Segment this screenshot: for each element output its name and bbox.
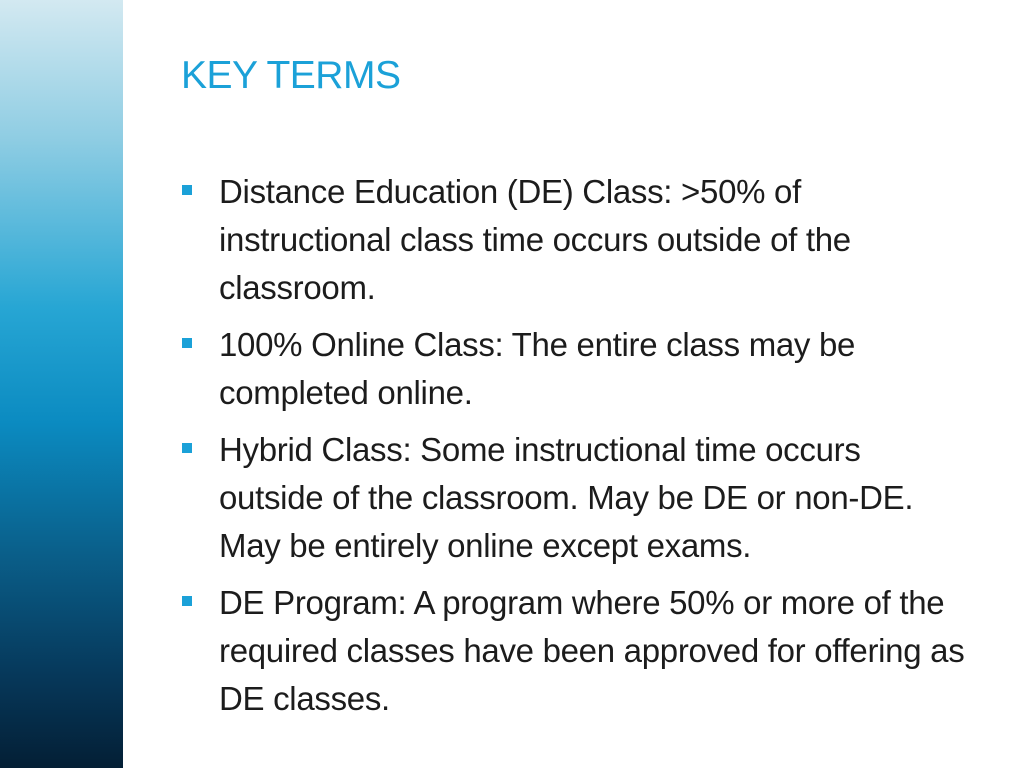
term-text: Distance Education (DE) Class: >50% of instructional class time occurs outside of the classroom. [219,173,851,306]
square-bullet-icon [182,185,192,195]
term-text: 100% Online Class: The entire class may be completed online. [219,326,856,411]
term-de-program [181,579,971,723]
term-online-class [181,321,971,417]
slide-title: KEY TERMS [181,54,401,97]
term-distance-education [181,168,971,312]
square-bullet-icon [182,338,192,348]
decorative-side-band [0,0,123,768]
term-hybrid-class [181,426,971,570]
term-text: Hybrid Class: Some instructional time occurs outside of the classroom. May be DE or non-DE. May be entirely online except exams. [219,431,914,564]
square-bullet-icon [182,596,192,606]
term-text: DE Program: A program where 50% or more of the required classes have been approved for offering as DE classes. [219,584,965,717]
square-bullet-icon [182,443,192,453]
key-terms-list [181,168,971,732]
